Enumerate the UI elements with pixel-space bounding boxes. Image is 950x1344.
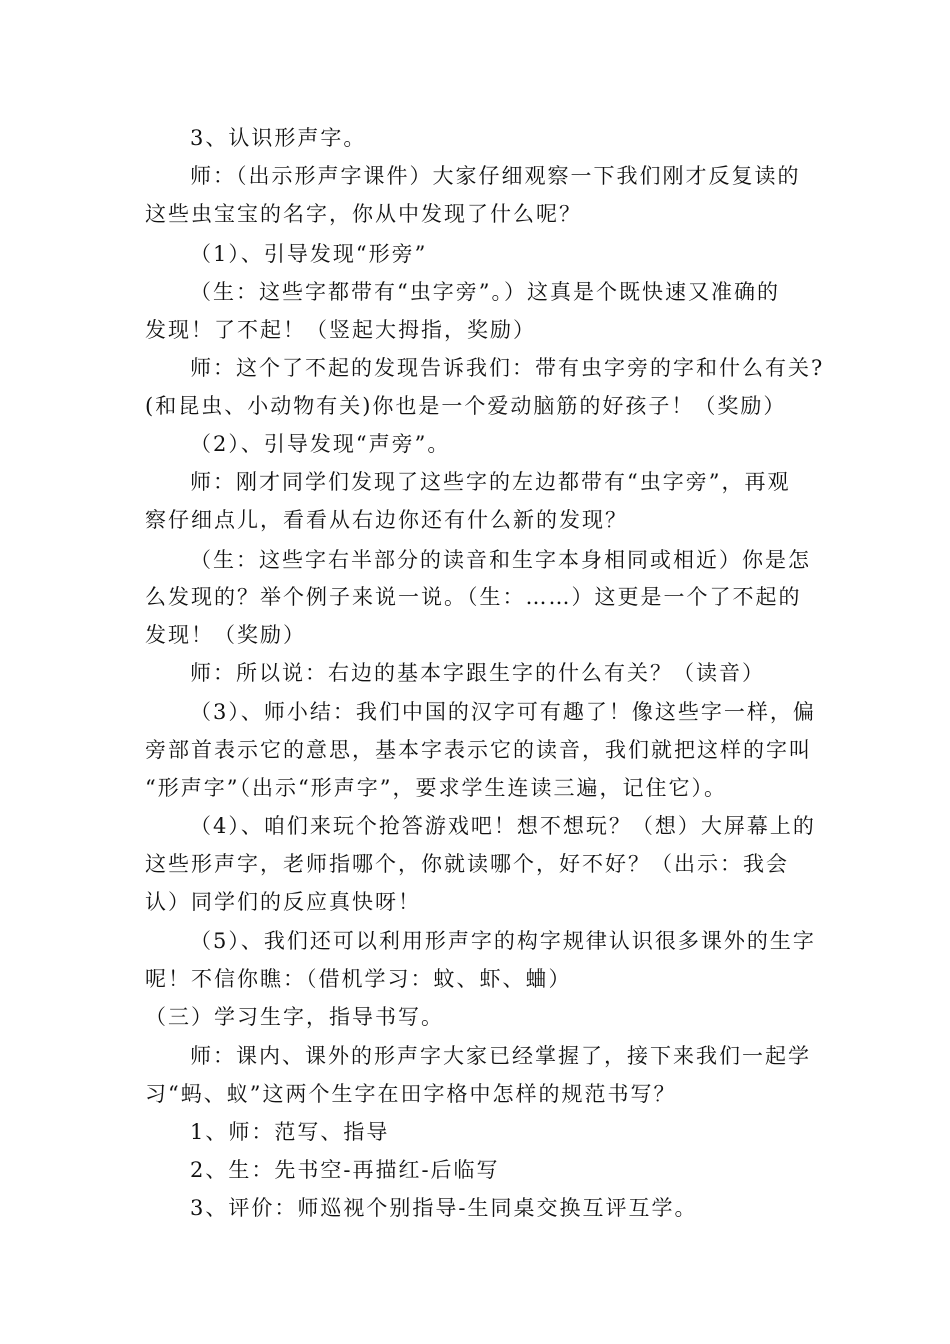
- text-line: 2、生：先书空-再描红-后临写: [190, 1158, 500, 1182]
- text-line: 发现！了不起！（竖起大拇指，奖励）: [145, 318, 536, 342]
- text-line: 师：（出示形声字课件）大家仔细观察一下我们刚才反复读的: [190, 164, 801, 188]
- text-line: 这些形声字，老师指哪个，你就读哪个，好不好？（出示：我会: [145, 852, 789, 876]
- text-line: 3、评价：师巡视个别指导-生同桌交换互评互学。: [190, 1196, 698, 1220]
- text-line: 认）同学们的反应真快呀！: [145, 890, 421, 914]
- text-line: 3、认识形声字。: [190, 126, 367, 150]
- text-line: （1）、引导发现“形旁”: [190, 242, 428, 266]
- text-line: （5）、我们还可以利用形声字的构字规律认识很多课外的生字: [190, 929, 816, 953]
- text-line: 师：这个了不起的发现告诉我们：带有虫字旁的字和什么有关?: [190, 356, 825, 380]
- text-line: （3）、师小结：我们中国的汉字可有趣了！像这些字一样，偏: [190, 700, 816, 724]
- text-line: 习“蚂、蚁”这两个生字在田字格中怎样的规范书写？: [145, 1082, 677, 1106]
- text-line: （生：这些字都带有“虫字旁”。）这真是个既快速又准确的: [190, 280, 780, 304]
- text-line: （4）、咱们来玩个抢答游戏吧！想不想玩？（想）大屏幕上的: [190, 814, 816, 838]
- text-line: (和昆虫、小动物有关)你也是一个爱动脑筋的好孩子！（奖励）: [145, 394, 787, 418]
- text-line: 师：刚才同学们发现了这些字的左边都带有“虫字旁”，再观: [190, 470, 791, 494]
- text-line: （2）、引导发现“声旁”。: [190, 432, 451, 456]
- text-line: 这些虫宝宝的名字，你从中发现了什么呢？: [145, 202, 582, 226]
- text-line: 呢！不信你瞧：（借机学习：蚊、虾、蛐）: [145, 967, 572, 991]
- text-line: 旁部首表示它的意思，基本字表示它的读音，我们就把这样的字叫: [145, 738, 812, 762]
- text-line: 察仔细点儿，看看从右边你还有什么新的发现？: [145, 508, 628, 532]
- section-heading: （三）学习生字，指导书写。: [145, 1005, 444, 1029]
- text-line: 发现！（奖励）: [145, 623, 306, 647]
- text-line: 1、师：范写、指导: [190, 1120, 390, 1144]
- text-line: 师：课内、课外的形声字大家已经掌握了，接下来我们一起学: [190, 1044, 811, 1068]
- text-line: （生：这些字右半部分的读音和生字本身相同或相近）你是怎: [190, 548, 811, 572]
- text-line: 么发现的？举个例子来说一说。（生：……）这更是一个了不起的: [145, 585, 802, 609]
- text-line: 师：所以说：右边的基本字跟生字的什么有关？（读音）: [190, 661, 765, 685]
- text-line: “形声字”（出示“形声字”，要求学生连读三遍，记住它）。: [145, 776, 727, 800]
